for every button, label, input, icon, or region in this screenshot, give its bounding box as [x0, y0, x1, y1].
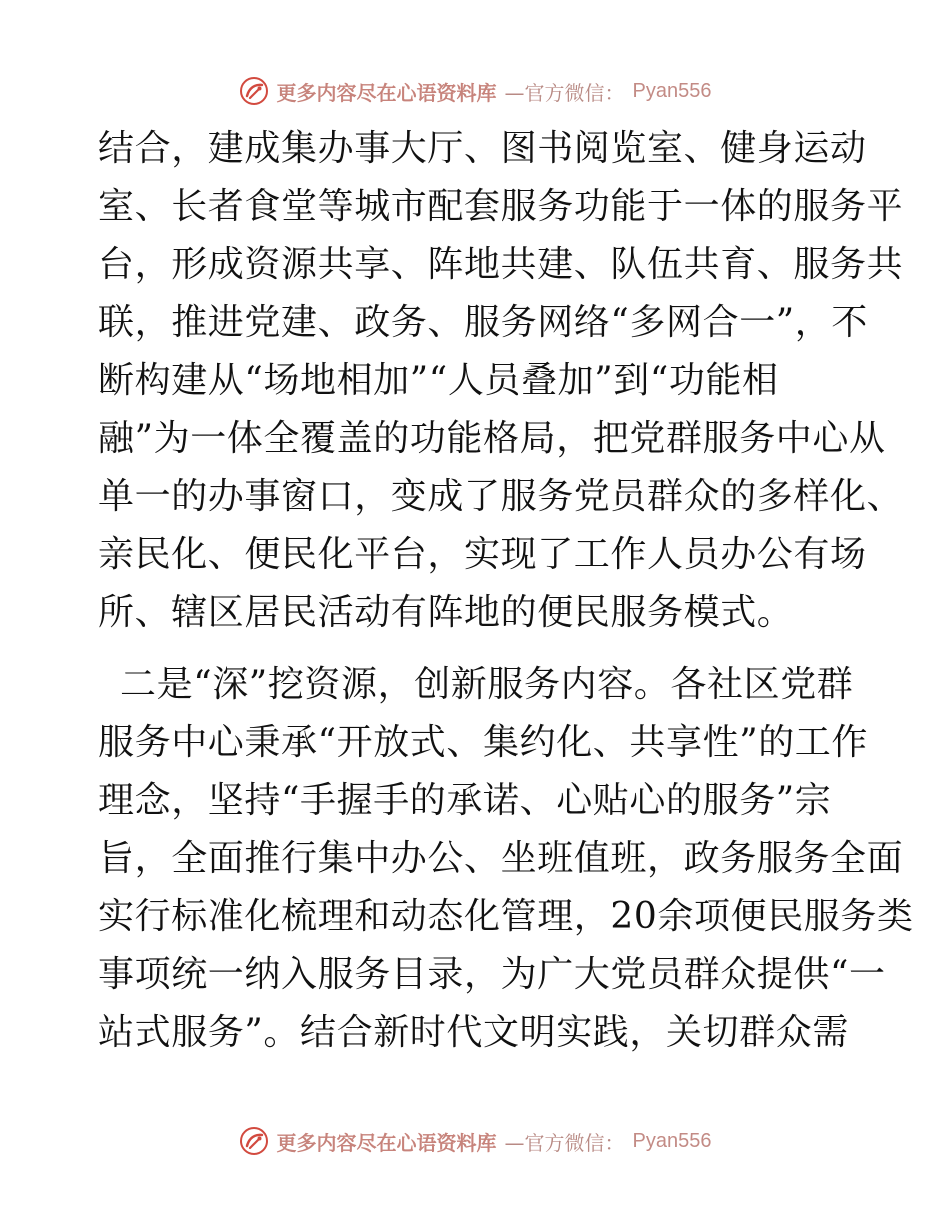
- watermark-logo-icon: [239, 76, 269, 106]
- watermark-sub-text: —官方微信：: [504, 1130, 625, 1155]
- text-line: 实行标准化梳理和动态化管理，20余项便民服务类: [98, 896, 914, 937]
- paragraph-1: [98, 120, 904, 642]
- text-line: 二是“深”挖资源，创新服务内容。各社区党群: [120, 664, 854, 705]
- text-line: 所、辖区居民活动有阵地的便民服务模式。: [98, 592, 794, 633]
- text-line: 台，形成资源共享、阵地共建、队伍共育、服务共: [98, 244, 904, 285]
- document-body: [98, 120, 914, 1062]
- text-line: 室、长者食堂等城市配套服务功能于一体的服务平: [98, 186, 904, 227]
- text-line: 旨，全面推行集中办公、坐班值班，政务服务全面: [98, 838, 904, 879]
- footer-watermark: [0, 1124, 950, 1158]
- text-line: 服务中心秉承“开放式、集约化、共享性”的工作: [98, 722, 869, 763]
- watermark-wechat-id: Pyan556: [632, 1129, 712, 1152]
- text-line: 融”为一体全覆盖的功能格局，把党群服务中心从: [98, 418, 886, 459]
- text-line: 理念，坚持“手握手的承诺、心贴心的服务”宗: [98, 780, 832, 821]
- text-line: 单一的办事窗口，变成了服务党员群众的多样化、: [98, 476, 904, 517]
- text-line: 结合，建成集办事大厅、图书阅览室、健身运动: [98, 128, 867, 169]
- paragraph-gap: [98, 642, 868, 656]
- text-line: 联，推进党建、政务、服务网络“多网合一”，不: [98, 302, 869, 343]
- text-line: 断构建从“场地相加”“人员叠加”到“功能相: [98, 360, 779, 401]
- text-line: 站式服务”。结合新时代文明实践，关切群众需: [98, 1012, 850, 1053]
- watermark-main-text: 更多内容尽在心语资料库: [276, 1130, 497, 1155]
- watermark-main-text: 更多内容尽在心语资料库: [276, 80, 497, 105]
- text-line: 亲民化、便民化平台，实现了工作人员办公有场: [98, 534, 867, 575]
- watermark-wechat-id: Pyan556: [632, 79, 712, 102]
- watermark-sub-text: —官方微信：: [504, 80, 625, 105]
- watermark-logo-icon: [239, 1126, 269, 1156]
- header-watermark: [0, 74, 950, 108]
- paragraph-2: [98, 656, 914, 1062]
- text-line: 事项统一纳入服务目录，为广大党员群众提供“一: [98, 954, 886, 995]
